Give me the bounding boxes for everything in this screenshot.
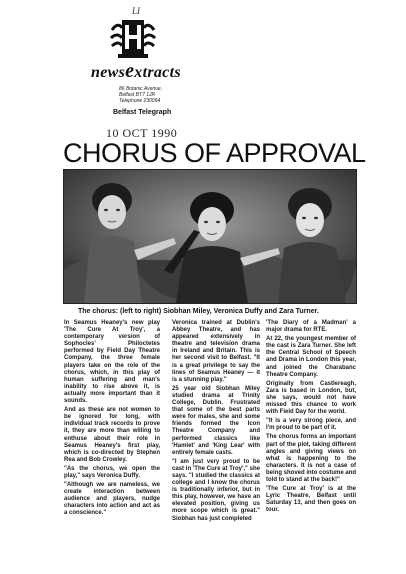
article-paragraph: 'The Diary of a Madman' a major drama for RTE. bbox=[266, 320, 356, 334]
chorus-photo bbox=[63, 169, 357, 304]
article-paragraph: And as these are not women to be ignored for long, with individual track records to prove it, they are more than willing to enthuse about their role in Seamus Heaney's first play, which is co-directed by Stephen Rea and Bob Crowley. bbox=[64, 407, 160, 463]
handwritten-mark: LI bbox=[132, 6, 141, 16]
brand-mid: ews bbox=[100, 64, 126, 81]
article-paragraph: Veronica trained at Dublin's Abbey Theatre, and has appeared extensively in theatre and television drama in Ireland and Britain. This is her second visit to Belfast. "It is a great privilege to say the lines of Seamus Heaney — it is a stunning play." bbox=[172, 320, 260, 383]
article-paragraph: "As the chorus, we open the play," says Veronica Duffy. bbox=[64, 465, 160, 479]
article-paragraph: 'The Cure at Troy' is at the Lyric Theatre, Belfast until Saturday 13, and then goes on tour. bbox=[266, 486, 356, 514]
linen-hall-library-logo bbox=[108, 16, 158, 62]
article-paragraph: "It is a very strong piece, and I'm proud to be part of it. bbox=[266, 418, 356, 432]
article-paragraph: "Although we are nameless, we create interaction between audience and players, nudge characters into action and act as a conscience." bbox=[64, 482, 160, 517]
article-paragraph: In Seamus Heaney's new play 'The Cure At Troy', a contemporary version of Sophocles' Philoctetes performed by Field Day Theatre Company, the three female players take on the role of the chorus, which, in this play of human suffering and man's inability to rise above it, is actually more important than it sounds. bbox=[64, 320, 160, 405]
brand-big: e bbox=[125, 60, 135, 82]
article-column-3 bbox=[266, 320, 356, 516]
address-line: 86 Botanic Avenue, bbox=[119, 86, 163, 92]
publication-name: Belfast Telegraph bbox=[113, 109, 172, 116]
address-line: Belfast BT7 1JR bbox=[119, 92, 156, 99]
article-paragraph: The chorus forms an important part of the plot, taking different angles and giving views on what is happening to the characters. It is not a case of being shoved into costume and told to stand at the back!" bbox=[266, 434, 357, 483]
article-column-1 bbox=[64, 320, 160, 520]
brand-suffix: xtracts bbox=[134, 64, 181, 81]
library-address bbox=[119, 86, 162, 105]
address-line: Telephone 230094 bbox=[119, 98, 161, 105]
news-extracts-brand bbox=[91, 60, 181, 83]
article-paragraph: Originally from Castlereagh, Zara is based in London, but, she says, would not have missed this chance to work with Field Day for the world. bbox=[266, 380, 356, 416]
article-paragraph: At 22, the youngest member of the cast is Zara Turner. She left the Central School of Speech and Drama in London this year, and joined the Charabanc Theatre Company. bbox=[266, 336, 356, 378]
date-stamp: 10 OCT 1990 bbox=[106, 126, 178, 140]
photo-caption: The chorus: (left to right) Siobhan Miley, Veronica Duffy and Zara Turner. bbox=[78, 308, 319, 315]
headline: CHORUS OF APPROVAL bbox=[63, 138, 366, 168]
article-column-2 bbox=[172, 320, 260, 525]
brand-prefix: n bbox=[91, 64, 101, 81]
article-paragraph: "I am just very proud to be cast in 'The Cure at Troy'," she says. "I studied the classics at college and I know the chorus is traditionally inferior, but in this play, however, we have an elevated position, giving us more scope which is great." Siobhan has just completed bbox=[172, 458, 260, 522]
photo-image bbox=[64, 170, 356, 303]
article-paragraph: 25 year old Siobhan Miley studied drama at Trinity College, Dublin. Frustrated that some of the best parts were for males, she and some friends formed the Icon Theatre Company and performed classics like 'Hamlet' and 'King Lear' with entirely female casts. bbox=[172, 385, 260, 456]
